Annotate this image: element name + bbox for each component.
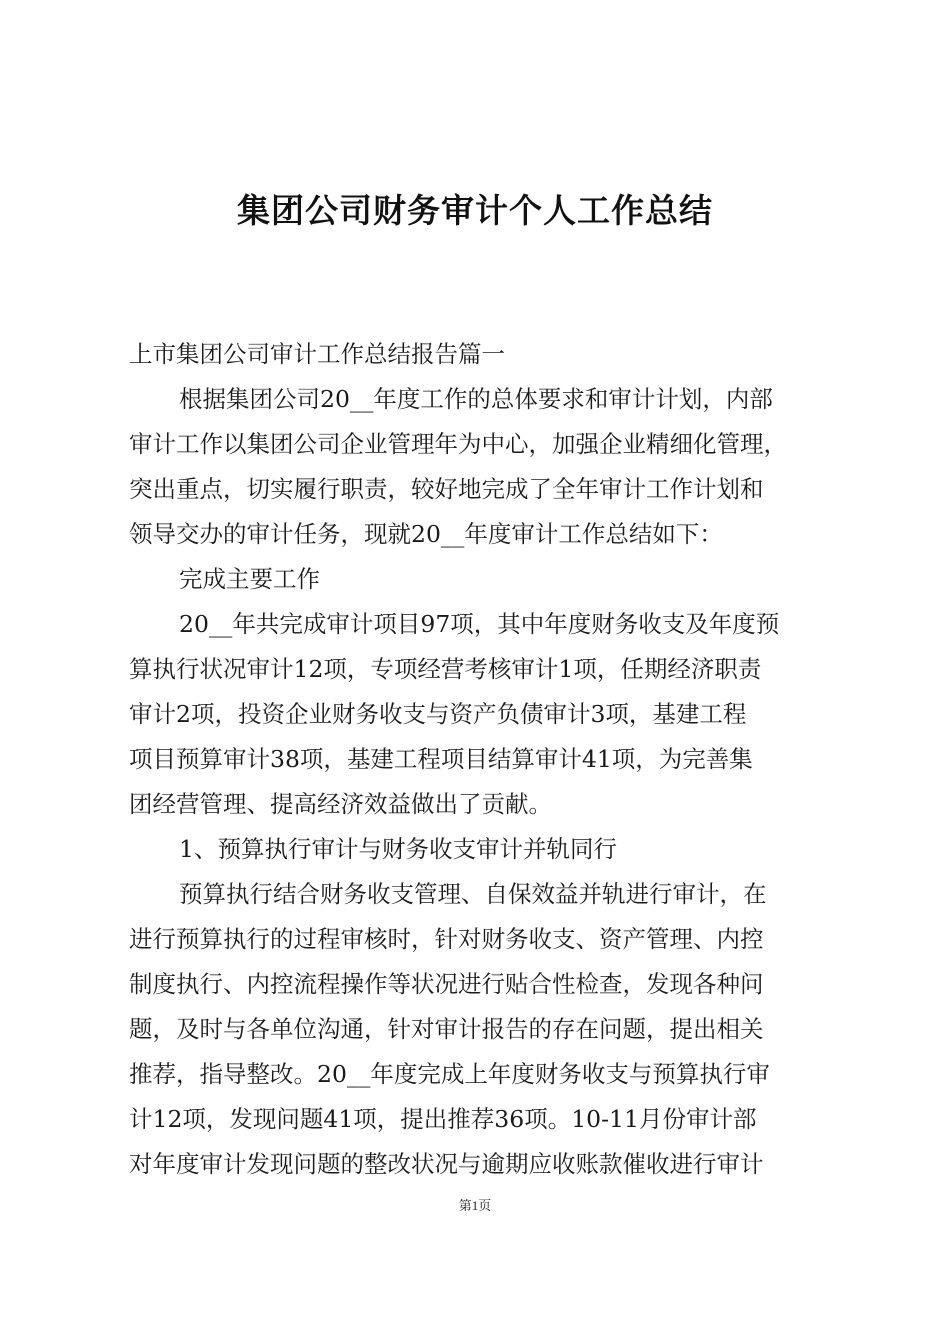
page-number: 第1页 [458, 1198, 492, 1213]
paragraph-line: 突出重点，切实履行职责，较好地完成了全年审计工作计划和 [129, 475, 764, 503]
document-title: 集团公司财务审计个人工作总结 [237, 191, 713, 230]
paragraph-line: 计12项，发现问题41项，提出推荐36项。10-11月份审计部 [129, 1105, 757, 1133]
paragraph-line: 根据集团公司20__年度工作的总体要求和审计计划，内部 [179, 385, 773, 413]
subsection-heading: 完成主要工作 [179, 565, 320, 593]
paragraph-line: 对年度审计发现问题的整改状况与逾期应收账款催收进行审计 [129, 1150, 764, 1178]
paragraph-line: 审计工作以集团公司企业管理年为中心，加强企业精细化管理， [129, 430, 787, 458]
paragraph-line: 20__年共完成审计项目97项，其中年度财务收支及年度预 [179, 610, 780, 638]
document-body [129, 332, 829, 1187]
paragraph-line: 项目预算审计38项，基建工程项目结算审计41项，为完善集 [129, 745, 753, 773]
paragraph-line: 推荐，指导整改。20__年度完成上年度财务收支与预算执行审 [129, 1060, 770, 1088]
paragraph-line: 团经营管理、提高经济效益做出了贡献。 [129, 790, 552, 818]
section-heading: 上市集团公司审计工作总结报告篇一 [129, 340, 505, 368]
paragraph-line: 审计2项，投资企业财务收支与资产负债审计3项，基建工程 [129, 700, 747, 728]
paragraph-line: 题，及时与各单位沟通，针对审计报告的存在问题，提出相关 [129, 1015, 764, 1043]
subsection-heading: 1、预算执行审计与财务收支审计并轨同行 [179, 835, 617, 863]
paragraph-line: 算执行状况审计12项，专项经营考核审计1项，任期经济职责 [129, 655, 762, 683]
paragraph-line: 领导交办的审计任务，现就20__年度审计工作总结如下： [129, 520, 723, 548]
paragraph-line: 进行预算执行的过程审核时，针对财务收支、资产管理、内控 [129, 925, 764, 953]
paragraph-line: 制度执行、内控流程操作等状况进行贴合性检查，发现各种问 [129, 970, 764, 998]
paragraph-line: 预算执行结合财务收支管理、自保效益并轨进行审计，在 [179, 880, 767, 908]
